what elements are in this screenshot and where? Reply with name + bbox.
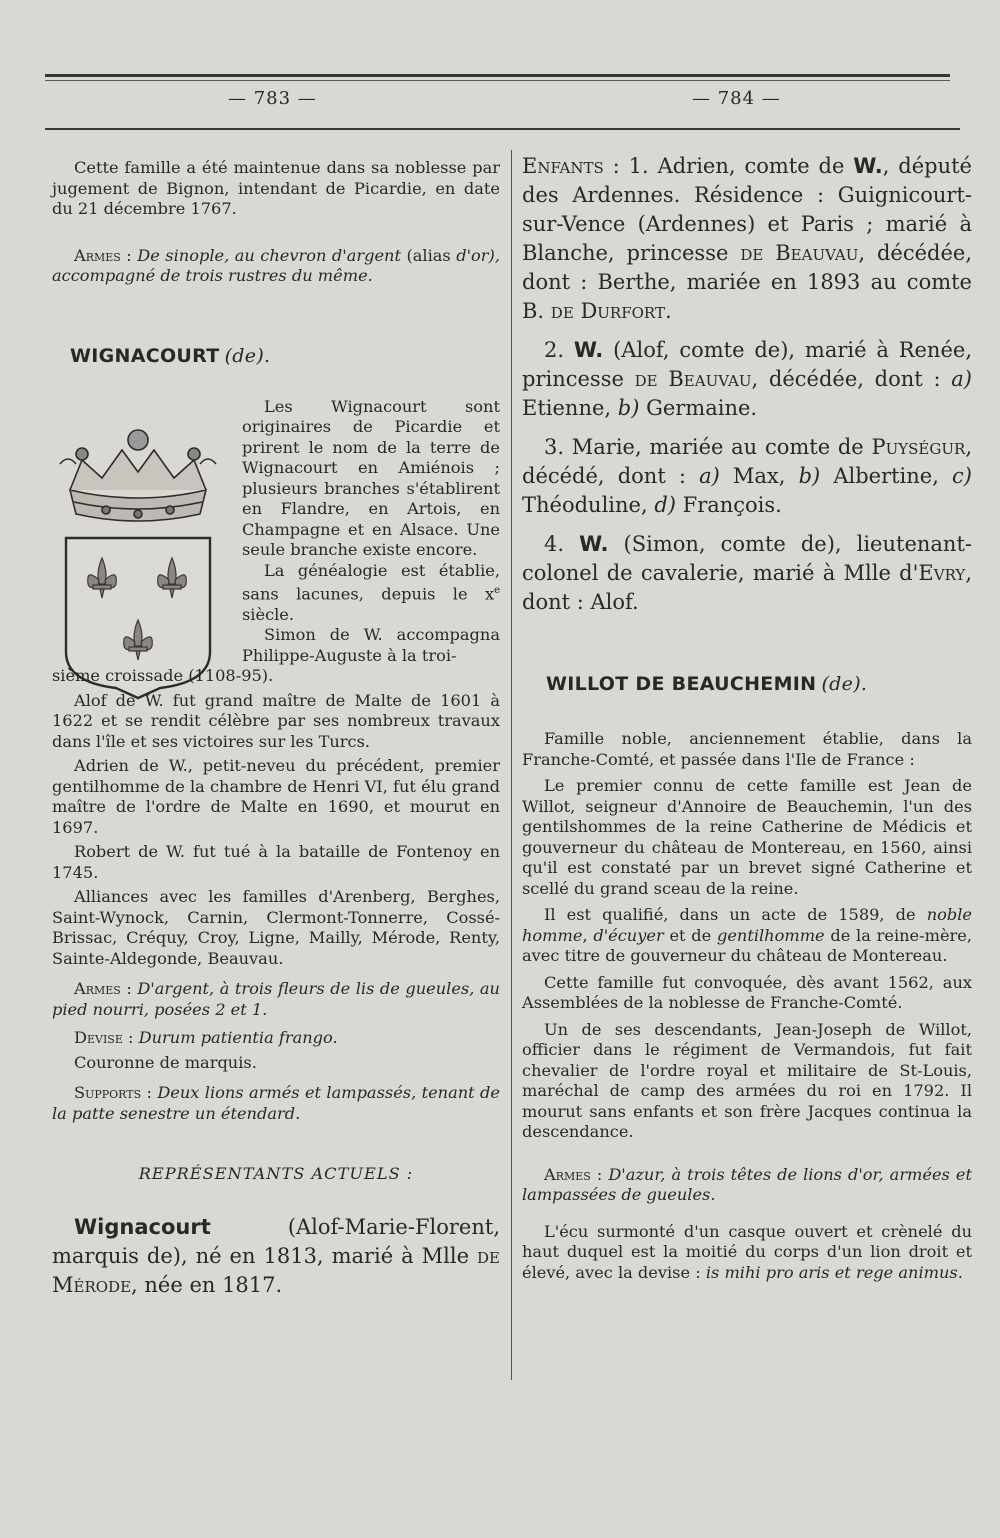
right-page-number: — 784 — xyxy=(692,88,781,109)
heading-title: WIGNACOURT xyxy=(70,344,220,367)
armes2-label: Armes : xyxy=(74,979,132,999)
armes2-text: D'argent, à trois fleurs de lis de gueules, au pied nourri, posées 2 et 1. xyxy=(52,979,500,1019)
willot-armes xyxy=(522,1165,972,1206)
intro-paragraph-3a: Simon de W. accompagna Philippe-Auguste à la troi- xyxy=(242,625,500,665)
left-armes-2 xyxy=(52,979,500,1020)
armes-text: De sinople, au chevron d'argent xyxy=(137,245,401,265)
willot-armes-label: Armes : xyxy=(544,1164,603,1184)
top-rule-thin xyxy=(45,80,950,81)
top-rule xyxy=(45,74,950,77)
supports-text: Deux lions armés et lampassés, tenant de la patte senestre un étendard. xyxy=(52,1083,500,1123)
left-page-number: — 783 — xyxy=(228,88,317,109)
willot-heading xyxy=(546,673,972,695)
left-paragraph-nobility: Cette famille a été maintenue dans sa noblesse par jugement de Bignon, intendant de Picardie, en date du 21 décembre 1767. xyxy=(52,158,500,218)
enfants-4: 4. W. (Simon, comte de), lieutenant-colonel de cavalerie, marié à Mlle d'Evry, dont : Alof. xyxy=(522,532,972,614)
willot-paragraph-6: L'écu surmonté d'un casque ouvert et crènelé du haut duquel est la moitié du corps d'un lion droit et élevé, avec la devise : is mihi pro aris et rege animus. xyxy=(522,1221,972,1282)
enfants-label: Enfants : xyxy=(522,154,620,178)
left-armes-1 xyxy=(52,246,500,287)
devise xyxy=(52,1028,500,1049)
paragraph-robert: Robert de W. fut tué à la bataille de Fontenoy en 1745. xyxy=(52,842,500,882)
enfants-2: 2. W. (Alof, comte de), marié à Renée, princesse de Beauvau, décédée, dont : a) Etienne, b) Germaine. xyxy=(522,338,972,420)
devise-label: Devise : xyxy=(74,1028,134,1048)
willot-heading-title: WILLOT DE BEAUCHEMIN xyxy=(546,673,817,695)
willot-armes-text: D'azur, à trois têtes de lions d'or, armées et lampassées de gueules. xyxy=(522,1164,972,1204)
left-column xyxy=(52,150,500,1300)
intro-paragraph-1: Les Wignacourt sont originaires de Picardie et prirent le nom de la terre de Wignacourt en Amiénois ; plusieurs branches s'établirent en Flandre, en Artois, en Champagne et en Alsace. Une seule branche existe encore. xyxy=(242,396,500,559)
intro-paragraph-3b: sième croissade (1108-95). xyxy=(52,666,274,686)
wignacourt-heading xyxy=(70,345,500,367)
willot-paragraph-2: Le premier connu de cette famille est Jean de Willot, seigneur d'Annoire de Beauchemin, l'un des gentilshommes de la reine Catherine de Médicis et gouverneur du château de Montereau, en 1560, ainsi qu'il est constaté par un brevet signé Catherine et scellé du grand sceau de la reine. xyxy=(522,776,972,898)
devise-text: Durum patientia frango. xyxy=(138,1028,338,1048)
heading-de: (de). xyxy=(224,344,271,367)
wignacourt-representative: Wignacourt (Alof-Marie-Florent, marquis de), né en 1813, marié à Mlle de Mérode, née en 1817. xyxy=(52,1214,500,1297)
willot-paragraph-4: Cette famille fut convoquée, dès avant 1562, aux Assemblées de la noblesse de Franche-Comté. xyxy=(522,972,972,1012)
armes-alias: (alias xyxy=(406,245,451,265)
willot-heading-de: (de). xyxy=(821,673,868,695)
enfants-3: 3. Marie, mariée au comte de Puységur, décédé, dont : a) Max, b) Albertine, c) Théoduline, d) François. xyxy=(522,435,972,517)
willot-paragraph-3: Il est qualifié, dans un acte de 1589, de noble homme, d'écuyer et de gentilhomme de la reine-mère, avec titre de gouverneur du château de Montereau. xyxy=(522,905,972,965)
supports-label: Supports : xyxy=(74,1083,152,1103)
willot-paragraph-5: Un de ses descendants, Jean-Joseph de Willot, officier dans le régiment de Vermandois, fut fait chevalier de l'ordre royal et militaire de St-Louis, maréchal de camp des armées du roi en 1792. Il mourut sans enfants et son frère Jacques continua la descendance. xyxy=(522,1019,972,1141)
supports xyxy=(52,1083,500,1124)
armes-text-2: d'or), accompagné de trois rustres du même. xyxy=(52,245,500,285)
intro-paragraph-2: La généalogie est établie, sans lacunes, depuis le $x^e$ siècle. xyxy=(242,560,500,624)
enfants-1: Enfants : 1. Adrien, comte de W., député des Ardennes. Résidence : Guignicourt-sur-Vence (Ardennes) et Paris ; marié à Blanche, princesse de Beauvau, décédée, dont : Berthe, mariée en 1893 au comte B. de Durfort. xyxy=(522,154,973,323)
representative-name: Wignacourt xyxy=(74,1214,211,1239)
header-rule xyxy=(45,128,960,130)
paragraph-adrien: Adrien de W., petit-neveu du précédent, premier gentilhomme de la chambre de Henri VI, fut élu grand maître de l'ordre de Malte en 1690, et mourut en 1697. xyxy=(52,756,500,837)
right-column xyxy=(522,150,972,1283)
paragraph-alof: Alof de W. fut grand maître de Malte de 1601 à 1622 et se rendit célèbre par ses nombreux travaux dans l'île et ses victoires sur les Turcs. xyxy=(52,690,500,751)
paragraph-alliances: Alliances avec les familles d'Arenberg, Berghes, Saint-Wynock, Carnin, Clermont-Tonnerre, Cossé-Brissac, Créquy, Croy, Ligne, Mailly, Mérode, Renty, Sainte-Aldegonde, Beauvau. xyxy=(52,887,500,968)
willot-paragraph-1: Famille noble, anciennement établie, dans la Franche-Comté, et passée dans l'Ile de France : xyxy=(522,729,972,769)
column-separator xyxy=(511,150,512,1380)
couronne: Couronne de marquis. xyxy=(74,1052,257,1072)
representants-heading: REPRÉSENTANTS ACTUELS : xyxy=(138,1164,414,1184)
armes-label: Armes : xyxy=(74,245,132,265)
